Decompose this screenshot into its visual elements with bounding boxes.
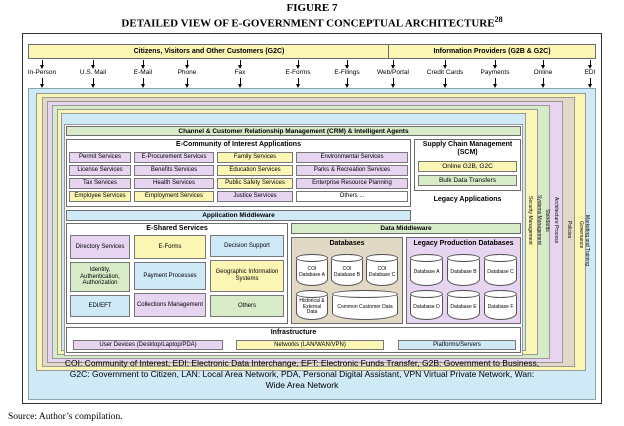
side-label: Governance: [578, 221, 584, 249]
channel-label: U.S. Mail: [79, 69, 107, 76]
legacy-database: [410, 254, 443, 286]
legacy-db-title: Legacy Production Databases: [413, 240, 514, 247]
historical-database: [296, 290, 328, 320]
coi-service: Permit Services: [69, 152, 131, 163]
channel-arrow: [93, 78, 94, 85]
channel-arrow: [347, 78, 348, 85]
side-label: Marketing and Training: [584, 214, 590, 266]
channel-label: Online: [533, 69, 553, 76]
channel-label: Credit Cards: [426, 69, 464, 76]
db-label: Database E: [450, 303, 477, 310]
coi-service: Enterprise Resource Planning: [296, 178, 408, 189]
channel-arrow: [543, 60, 544, 66]
channel-arrow: [187, 60, 188, 66]
coi-service: Others ...: [296, 191, 408, 202]
scm-item: Bulk Data Transfers: [418, 175, 517, 186]
coi-service: License Services: [69, 165, 131, 176]
channel-arrow: [42, 78, 43, 85]
channel-arrow: [240, 60, 241, 66]
channel-arrow: [393, 60, 394, 66]
db-label: Common Customer Data: [337, 303, 393, 310]
channel-arrow: [42, 60, 43, 66]
shared-service: Identity, Authentication, Authorization: [70, 262, 130, 292]
channel-label: E-Mail: [133, 69, 153, 76]
coi-service: Benefits Services: [134, 165, 214, 176]
figure-number: FIGURE 7: [286, 2, 338, 14]
coi-database-c: [366, 254, 398, 286]
channel-arrow: [590, 78, 591, 85]
db-label: Database C: [487, 268, 514, 275]
channel-label: Fax: [234, 69, 246, 76]
coi-database-a: [296, 254, 328, 286]
shared-service: Geographic Information Systems: [210, 260, 284, 292]
scm-title: Supply Chain Management (SCM): [422, 141, 513, 156]
db-label: COI Database B: [333, 266, 361, 278]
figure-title-text: DETAILED VIEW OF E-GOVERNMENT CONCEPTUAL ARCHITECTURE: [121, 17, 495, 30]
legacy-database: [447, 254, 480, 286]
infrastructure-item: User Devices (Desktop/Laptop/PDA): [73, 340, 223, 350]
coi-service: Justice Services: [217, 191, 293, 202]
app-middleware-bar: Application Middleware: [66, 210, 411, 221]
channel-arrow: [187, 78, 188, 85]
channel-arrow: [445, 60, 446, 66]
db-label: Database D: [413, 303, 440, 310]
coi-service: Health Services: [134, 178, 214, 189]
legend-text: COI: Community of Interest, EDI: Electronic Data Interchange, EFT: Electronic Funds Transfer, G2B: Government to Business, G2C: Government to Citizen, LAN: Local Area Network, PDA, Personal Digital Assistant, VPN Virtual Private Network, Wan: Wide Area Network: [64, 358, 540, 391]
figure-footnote: 28: [494, 15, 503, 24]
channel-label: E-Filings: [334, 69, 360, 76]
providers-bar: Information Providers (G2B & G2C): [388, 44, 596, 59]
channel-label: EDI: [584, 69, 596, 76]
channel-arrow: [347, 60, 348, 66]
coi-title: E-Community of Interest Applications: [176, 141, 301, 148]
db-label: Database B: [450, 268, 477, 275]
channel-arrow: [445, 78, 446, 85]
shared-service: EDI/EFT: [70, 295, 130, 317]
legacy-database: [484, 290, 517, 320]
channel-arrow: [298, 60, 299, 66]
databases-title: Databases: [329, 240, 365, 247]
infrastructure-item: Networks (LAN/WAN/VPN): [236, 340, 384, 350]
coi-service: Environmental Services: [296, 152, 408, 163]
channel-arrow: [393, 78, 394, 85]
db-label: COI Database C: [368, 266, 396, 278]
source-note: Source: Author’s compilation.: [8, 412, 123, 422]
legacy-database: [447, 290, 480, 320]
shared-service: Decision Support: [210, 235, 284, 257]
side-label: Standards: [544, 208, 550, 232]
channel-arrow: [495, 60, 496, 66]
coi-service: Employee Services: [69, 191, 131, 202]
channel-arrow: [93, 60, 94, 66]
shared-service: Others: [210, 295, 284, 317]
coi-service: Family Services: [217, 152, 293, 163]
db-label: COI Database A: [299, 266, 325, 278]
infrastructure-title: Infrastructure: [270, 329, 317, 336]
shared-service: Payment Processes: [134, 262, 206, 290]
db-label: Historical & External Data: [299, 298, 325, 316]
coi-service: Public Safety Services: [217, 178, 293, 189]
legacy-database: [484, 254, 517, 286]
coi-service: E-Procurement Services: [134, 152, 214, 163]
channel-arrow: [240, 78, 241, 85]
coi-service: Employment Services: [134, 191, 214, 202]
channel-arrow: [543, 78, 544, 85]
coi-service: Parks & Recreation Services: [296, 165, 408, 176]
legacy-applications: Legacy Applications: [433, 196, 502, 203]
channel-label: Phone: [177, 69, 197, 76]
coi-service: Tax Services: [69, 178, 131, 189]
scm-item: Online G2B, G2C: [418, 161, 517, 172]
crm-bar: Channel & Customer Relationship Management (CRM) & Intelligent Agents: [66, 126, 521, 136]
coi-service: Education Services: [217, 165, 293, 176]
channel-arrow: [298, 78, 299, 85]
infrastructure-item: Platforms/Servers: [398, 340, 516, 350]
channel-label: Web/Portal: [376, 69, 410, 76]
common-customer-database: [332, 290, 398, 320]
side-label: Security Management: [527, 195, 533, 245]
side-label: Architecture Process: [553, 196, 559, 244]
channel-label: E-Forms: [285, 69, 311, 76]
channel-arrow: [143, 78, 144, 85]
shared-service: E-Forms: [134, 235, 206, 259]
db-label: Database F: [487, 303, 514, 310]
legacy-database: [410, 290, 443, 320]
channel-arrow: [143, 60, 144, 66]
side-label: Policies: [566, 221, 572, 239]
channel-arrow: [495, 78, 496, 85]
channel-label: In-Person: [27, 69, 57, 76]
shared-service: Directory Services: [70, 235, 130, 259]
channel-label: Payments: [480, 69, 510, 76]
channel-arrow: [590, 60, 591, 66]
data-middleware-bar: Data Middleware: [291, 223, 521, 234]
db-label: Database A: [413, 268, 440, 275]
side-label: Systems Management: [536, 195, 542, 245]
shared-service: Collections Management: [134, 293, 206, 317]
figure-title: [0, 15, 624, 30]
shared-title: E-Shared Services: [146, 225, 208, 232]
coi-database-b: [331, 254, 363, 286]
customers-bar: Citizens, Visitors and Other Customers (G2C): [28, 44, 390, 59]
